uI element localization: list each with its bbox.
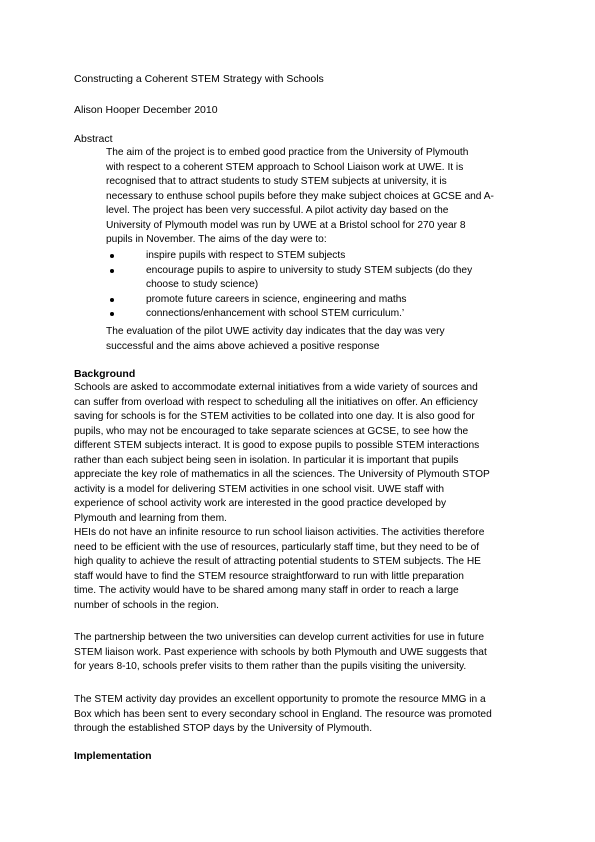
text-line: different STEM subjects interact. It is good to expose pupils to possible STEM interactions [74, 440, 480, 451]
aims-bullet-list [106, 249, 526, 322]
text-line: number of schools in the region. [74, 599, 219, 611]
bullet-icon [110, 254, 114, 258]
text-line: pupils, who may not be encouraged to take separate sciences at GCSE, to see how the [74, 425, 469, 437]
background-heading: Background [74, 368, 136, 380]
text-line: choose to study science) [146, 279, 259, 290]
list-item [106, 249, 526, 264]
text-line: through the established STOP days by the University of Plymouth. [74, 723, 373, 734]
text-line: University of Plymouth model was run by UWE at a Bristol school for 270 year 8 [106, 219, 466, 231]
text-line: connections/enhancement with school STEM curriculum.’ [146, 308, 405, 319]
text-line: promote future careers in science, engineering and maths [146, 293, 407, 305]
list-item [106, 264, 526, 293]
text-line: rather than each subject being seen in isolation. In particular it is important that pupils [74, 454, 459, 466]
abstract-outro [106, 325, 526, 354]
text-line: time. The activity would have to be shared among many staff in order to reach a large [74, 585, 459, 596]
abstract-intro [106, 146, 526, 248]
background-paragraph-2 [74, 631, 529, 675]
list-item [106, 293, 526, 308]
text-line: pupils in November. The aims of the day were to: [106, 234, 327, 245]
text-line: need to be efficient with the use of resources, particularly staff time, but they need to be of [74, 541, 480, 553]
text-line: with respect to a coherent STEM approach to School Liaison work at UWE. It is [106, 161, 464, 173]
bullet-icon [110, 312, 114, 316]
text-line: staff would have to find the STEM resource straightforward to run with little preparation [74, 570, 464, 582]
bullet-icon [110, 298, 114, 302]
text-line: necessary to enthuse school pupils before they make subject choices at GCSE and A- [106, 190, 494, 202]
background-paragraph-1 [74, 381, 529, 613]
text-line: recognised that to attract students to study STEM subjects at university, it is [106, 176, 447, 187]
text-line: Box which has been sent to every secondary school in England. The resource was promoted [74, 708, 492, 720]
text-line: The partnership between the two universities can develop current activities for use in future [74, 632, 484, 643]
text-line: STEM liaison work. Past experience with schools by both Plymouth and UWE suggests that [74, 646, 487, 658]
list-item [106, 307, 526, 322]
text-line: The evaluation of the pilot UWE activity day indicates that the day was very [106, 326, 445, 337]
text-line: Plymouth and learning from them. [74, 512, 227, 524]
text-line: activity is a model for delivering STEM activities in one school visit. UWE staff with [74, 483, 445, 495]
text-line: encourage pupils to aspire to university to study STEM subjects (do they [146, 264, 473, 276]
implementation-heading: Implementation [74, 750, 152, 762]
text-line: level. The project has been very successful. A pilot activity day based on the [106, 205, 449, 216]
text-line: high quality to achieve the result of attracting potential students to STEM subjects. The HE [74, 556, 481, 567]
text-line: experience of school activity work are interested in the good practice developed by [74, 498, 447, 509]
text-line: The aim of the project is to embed good practice from the University of Plymouth [106, 147, 469, 158]
text-line: saving for schools is for the STEM activities to be collated into one day. It is also good for [74, 411, 475, 422]
background-paragraph-3 [74, 693, 529, 737]
text-line: can suffer from overload with respect to scheduling all the initiatives on offer. An efficiency [74, 396, 478, 408]
bullet-icon [110, 269, 114, 273]
text-line: HEIs do not have an infinite resource to run school liaison activities. The activities therefore [74, 527, 485, 538]
text-line: The STEM activity day provides an excellent opportunity to promote the resource MMG in a [74, 694, 486, 705]
text-line: appreciate the key role of mathematics in all the sciences. The University of Plymouth STOP [74, 469, 490, 480]
abstract-heading: Abstract [74, 133, 113, 145]
text-line: successful and the aims above achieved a positive response [106, 340, 380, 352]
document-title: Constructing a Coherent STEM Strategy with Schools [74, 73, 324, 85]
text-line: for years 8-10, schools prefer visits to them rather than the pupils visiting the university. [74, 661, 467, 672]
text-line: inspire pupils with respect to STEM subjects [146, 250, 346, 261]
text-line: Schools are asked to accommodate external initiatives from a wide variety of sources and [74, 382, 478, 393]
author-date-line: Alison Hooper December 2010 [74, 104, 218, 116]
